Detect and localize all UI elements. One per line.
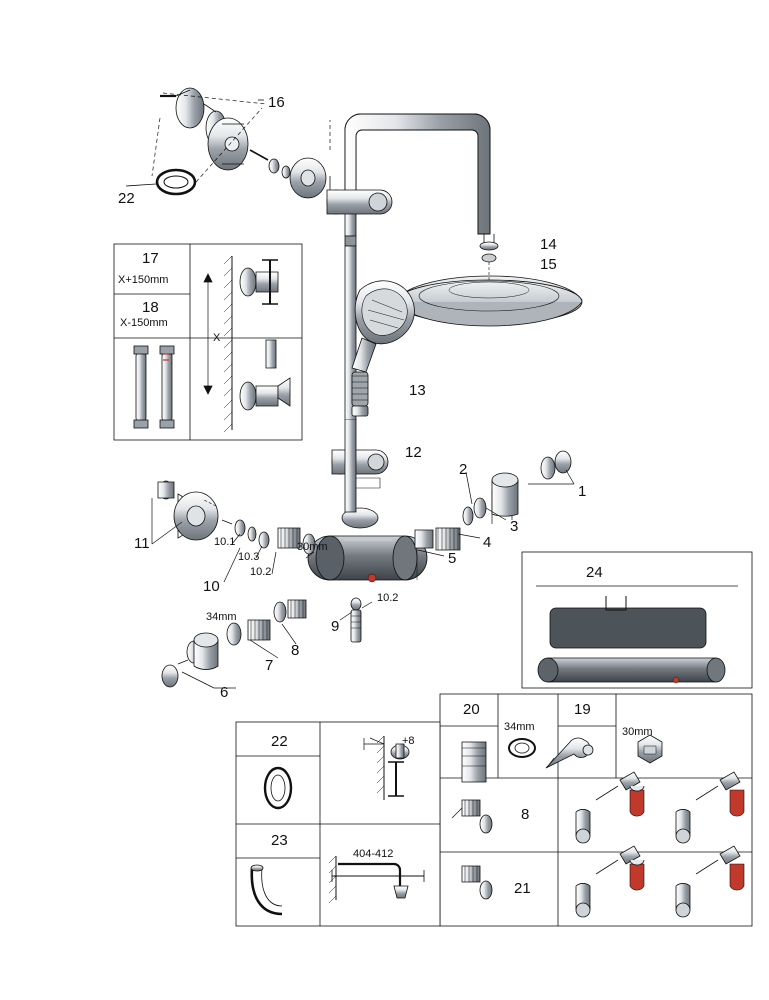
callout-1: 1: [578, 483, 587, 500]
dimension-34mm-left: 34mm: [206, 611, 237, 623]
callout-2: 2: [459, 461, 468, 478]
callout-7: 7: [265, 657, 274, 674]
callout-22-top: 22: [118, 190, 135, 207]
part-16-assembly: [157, 88, 326, 198]
dimension-30mm-left: 30mm: [297, 541, 328, 553]
callout-14: 14: [540, 236, 557, 253]
callout-6: 6: [220, 684, 229, 701]
callout-12: 12: [405, 444, 422, 461]
dimension-34mm-right: 34mm: [504, 721, 535, 733]
callout-10-3: 10.3: [238, 551, 260, 563]
panel-label-20: 20: [463, 701, 480, 718]
dimension-404-412: 404-412: [353, 848, 394, 860]
panel-label-17: 17: [142, 250, 159, 267]
panel-label-8: 8: [521, 806, 530, 823]
diverter-body: [327, 176, 392, 214]
callout-10-2a: 10.2: [250, 566, 272, 578]
callout-10: 10: [203, 578, 220, 595]
callout-13: 13: [409, 382, 426, 399]
callout-9: 9: [331, 618, 340, 635]
inlet-parts-right: [415, 451, 571, 550]
dimension-30mm-right: 30mm: [622, 726, 653, 738]
panel-18-dimension: X-150mm: [120, 317, 168, 329]
slide-holder: [332, 420, 388, 528]
callout-8: 8: [291, 642, 300, 659]
panel-24-frame: [522, 552, 752, 688]
hand-shower: [352, 281, 414, 416]
panel-label-24: 24: [586, 564, 603, 581]
lower-left-assembly: [162, 598, 361, 687]
callout-16: 16: [268, 94, 285, 111]
dimension-x: X: [213, 332, 221, 344]
callout-5: 5: [448, 550, 457, 567]
panel-label-19: 19: [574, 701, 591, 718]
panel-label-22: 22: [271, 733, 288, 750]
bottom-right-grid: [440, 694, 752, 926]
callout-4: 4: [483, 534, 492, 551]
panel-label-21: 21: [514, 880, 531, 897]
callout-15: 15: [540, 256, 557, 273]
callout-3: 3: [510, 518, 519, 535]
panel-17-dimension: X+150mm: [118, 274, 169, 286]
panel-label-18: 18: [142, 299, 159, 316]
dimension-plus-8: +8: [402, 735, 415, 747]
left-inlet-assembly: [158, 481, 315, 554]
callout-10-1: 10.1: [214, 536, 236, 548]
callout-10-2b: 10.2: [377, 592, 399, 604]
callout-11: 11: [134, 535, 150, 552]
panel-label-23: 23: [271, 832, 288, 849]
bottom-left-grid: [236, 722, 440, 926]
